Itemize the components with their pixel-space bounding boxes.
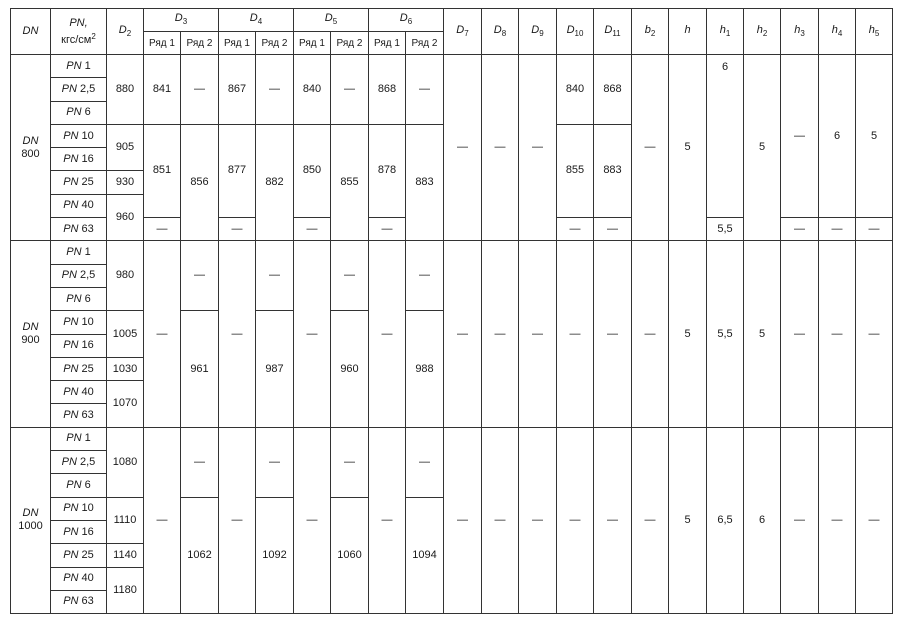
d4-row1-cell: 867 [219,55,256,125]
header-d9: $D_9$ [519,9,557,55]
pn-cell: PN 40 [51,194,107,217]
pn-cell: PN 6 [51,287,107,310]
pn-cell: PN 63 [51,590,107,613]
pn-cell: PN 2,5 [51,451,107,474]
d4-row1-cell: — [219,427,256,613]
b2-cell: — [632,241,669,427]
h1-cell: 5,5 [707,218,744,241]
header-d3-row2: Ряд 2 [181,32,219,55]
header-h3: $h_3$ [781,9,819,55]
d5-row2-cell: 1060 [331,497,369,613]
d4-row2-cell: — [256,427,294,497]
d10-cell: 855 [557,124,594,217]
d4-row2-cell: 987 [256,311,294,427]
d6-row1-cell: 878 [369,124,406,217]
d6-row1-cell: 868 [369,55,406,125]
d3-row2-cell: 961 [181,311,219,427]
d2-cell: 1005 [107,311,144,358]
h3-cell: — [781,427,819,613]
h-cell: 5 [669,241,707,427]
d2-cell: 1080 [107,427,144,497]
header-d7: $D_7$ [444,9,482,55]
h5-cell: — [856,218,893,241]
h3-cell: — [781,241,819,427]
d9-cell: — [519,241,557,427]
header-dn: DN [11,9,51,55]
d10-cell: — [557,427,594,613]
pn-cell: PN 2,5 [51,264,107,287]
pn-cell: PN 6 [51,101,107,124]
d2-cell: 960 [107,194,144,241]
d3-row2-cell: 856 [181,124,219,240]
header-d10: $D_{10}$ [557,9,594,55]
h1-cell: 6 [707,55,744,218]
h1-cell: 6,5 [707,427,744,613]
d5-row2-cell: 855 [331,124,369,240]
d2-cell: 980 [107,241,144,311]
header-d4-row1: Ряд 1 [219,32,256,55]
header-d2: $D_2$ [107,9,144,55]
header-h4: $h_4$ [819,9,856,55]
pn-cell: PN 10 [51,497,107,520]
d6-row1-cell: — [369,218,406,241]
d7-cell: — [444,241,482,427]
pn-cell: PN 25 [51,357,107,380]
h4-cell: — [819,427,856,613]
pn-cell: PN 1 [51,55,107,78]
d2-cell: 905 [107,124,144,171]
pn-cell: PN 10 [51,124,107,147]
header-d4-row2: Ряд 2 [256,32,294,55]
d10-cell: — [557,241,594,427]
h4-cell: 6 [819,55,856,218]
header-h2: $h_2$ [744,9,781,55]
header-row-1 [11,9,893,32]
d3-row1-cell: — [144,427,181,613]
d5-row1-cell: 840 [294,55,331,125]
d2-cell: 880 [107,55,144,125]
flange-dimensions-table [10,8,893,614]
h4-cell: — [819,241,856,427]
d7-cell: — [444,427,482,613]
pn-cell: PN 1 [51,241,107,264]
header-d6: $D_6$ [369,9,444,32]
h4-cell: — [819,218,856,241]
header-d4: $D_4$ [219,9,294,32]
d8-cell: — [482,427,519,613]
dn-cell: DN 1000 [11,427,51,613]
header-d8: $D_8$ [482,9,519,55]
d6-row1-cell: — [369,241,406,427]
h2-cell: 5 [744,55,781,241]
d6-row2-cell: 988 [406,311,444,427]
d5-row2-cell: — [331,55,369,125]
header-pn-unit: кгс/см [61,33,92,46]
d3-row1-cell: — [144,218,181,241]
table-row [11,241,893,264]
d3-row2-cell: — [181,55,219,125]
d10-cell: — [557,218,594,241]
d5-row2-cell: — [331,427,369,497]
h-cell: 5 [669,55,707,241]
h3-cell: — [781,55,819,218]
pn-cell: PN 2,5 [51,78,107,101]
header-d6-row2: Ряд 2 [406,32,444,55]
pn-cell: PN 25 [51,171,107,194]
pn-cell: PN 25 [51,544,107,567]
d3-row2-cell: — [181,427,219,497]
d3-row1-cell: — [144,241,181,427]
d2-cell: 1030 [107,357,144,380]
d8-cell: — [482,241,519,427]
pn-cell: PN 10 [51,311,107,334]
d4-row2-cell: 882 [256,124,294,240]
table-row [11,427,893,450]
d3-row2-cell: 1062 [181,497,219,613]
header-h: h [669,9,707,55]
h5-cell: — [856,241,893,427]
d5-row1-cell: — [294,241,331,427]
d11-cell: 883 [594,124,632,217]
d6-row2-cell: — [406,427,444,497]
h1-cell: 5,5 [707,241,744,427]
d3-row2-cell: — [181,241,219,311]
header-d5: $D_5$ [294,9,369,32]
h3-cell: — [781,218,819,241]
header-d3: $D_3$ [144,9,219,32]
header-pn-unit-exp: 2 [91,31,96,41]
header-d11: $D_{11}$ [594,9,632,55]
header-d5-row1: Ряд 1 [294,32,331,55]
d3-row1-cell: 851 [144,124,181,217]
d5-row1-cell: — [294,427,331,613]
header-d5-row2: Ряд 2 [331,32,369,55]
pn-cell: PN 40 [51,567,107,590]
h5-cell: — [856,427,893,613]
d2-cell: 1110 [107,497,144,544]
d9-cell: — [519,427,557,613]
d5-row2-cell: 960 [331,311,369,427]
d3-row1-cell: 841 [144,55,181,125]
h5-cell: 5 [856,55,893,218]
table-row [11,55,893,78]
h-cell: 5 [669,427,707,613]
d6-row2-cell: — [406,241,444,311]
h2-cell: 6 [744,427,781,613]
d2-cell: 1070 [107,381,144,428]
d4-row2-cell: 1092 [256,497,294,613]
d2-cell: 1140 [107,544,144,567]
b2-cell: — [632,55,669,241]
d6-row2-cell: 1094 [406,497,444,613]
d4-row2-cell: — [256,241,294,311]
header-d6-row1: Ряд 1 [369,32,406,55]
d8-cell: — [482,55,519,241]
h2-cell: 5 [744,241,781,427]
pn-cell: PN 16 [51,334,107,357]
header-h5: $h_5$ [856,9,893,55]
dn-cell: DN 900 [11,241,51,427]
d2-cell: 1180 [107,567,144,614]
pn-cell: PN 40 [51,381,107,404]
d4-row1-cell: — [219,218,256,241]
d2-cell: 930 [107,171,144,194]
dn-cell: DN 800 [11,55,51,241]
d11-cell: — [594,218,632,241]
pn-cell: PN 63 [51,218,107,241]
d11-cell: — [594,427,632,613]
d7-cell: — [444,55,482,241]
pn-cell: PN 16 [51,520,107,543]
pn-cell: PN 63 [51,404,107,427]
d6-row1-cell: — [369,427,406,613]
pn-cell: PN 1 [51,427,107,450]
d4-row2-cell: — [256,55,294,125]
d10-cell: 840 [557,55,594,125]
d6-row2-cell: 883 [406,124,444,240]
header-b2: $b_2$ [632,9,669,55]
d5-row1-cell: 850 [294,124,331,217]
header-d3-row1: Ряд 1 [144,32,181,55]
header-pn-symbol: PN, [69,16,88,29]
d5-row2-cell: — [331,241,369,311]
d4-row1-cell: 877 [219,124,256,217]
d6-row2-cell: — [406,55,444,125]
pn-cell: PN 16 [51,148,107,171]
d4-row1-cell: — [219,241,256,427]
b2-cell: — [632,427,669,613]
d9-cell: — [519,55,557,241]
header-h1: $h_1$ [707,9,744,55]
d11-cell: 868 [594,55,632,125]
header-pn [51,9,107,55]
d11-cell: — [594,241,632,427]
pn-cell: PN 6 [51,474,107,497]
d5-row1-cell: — [294,218,331,241]
